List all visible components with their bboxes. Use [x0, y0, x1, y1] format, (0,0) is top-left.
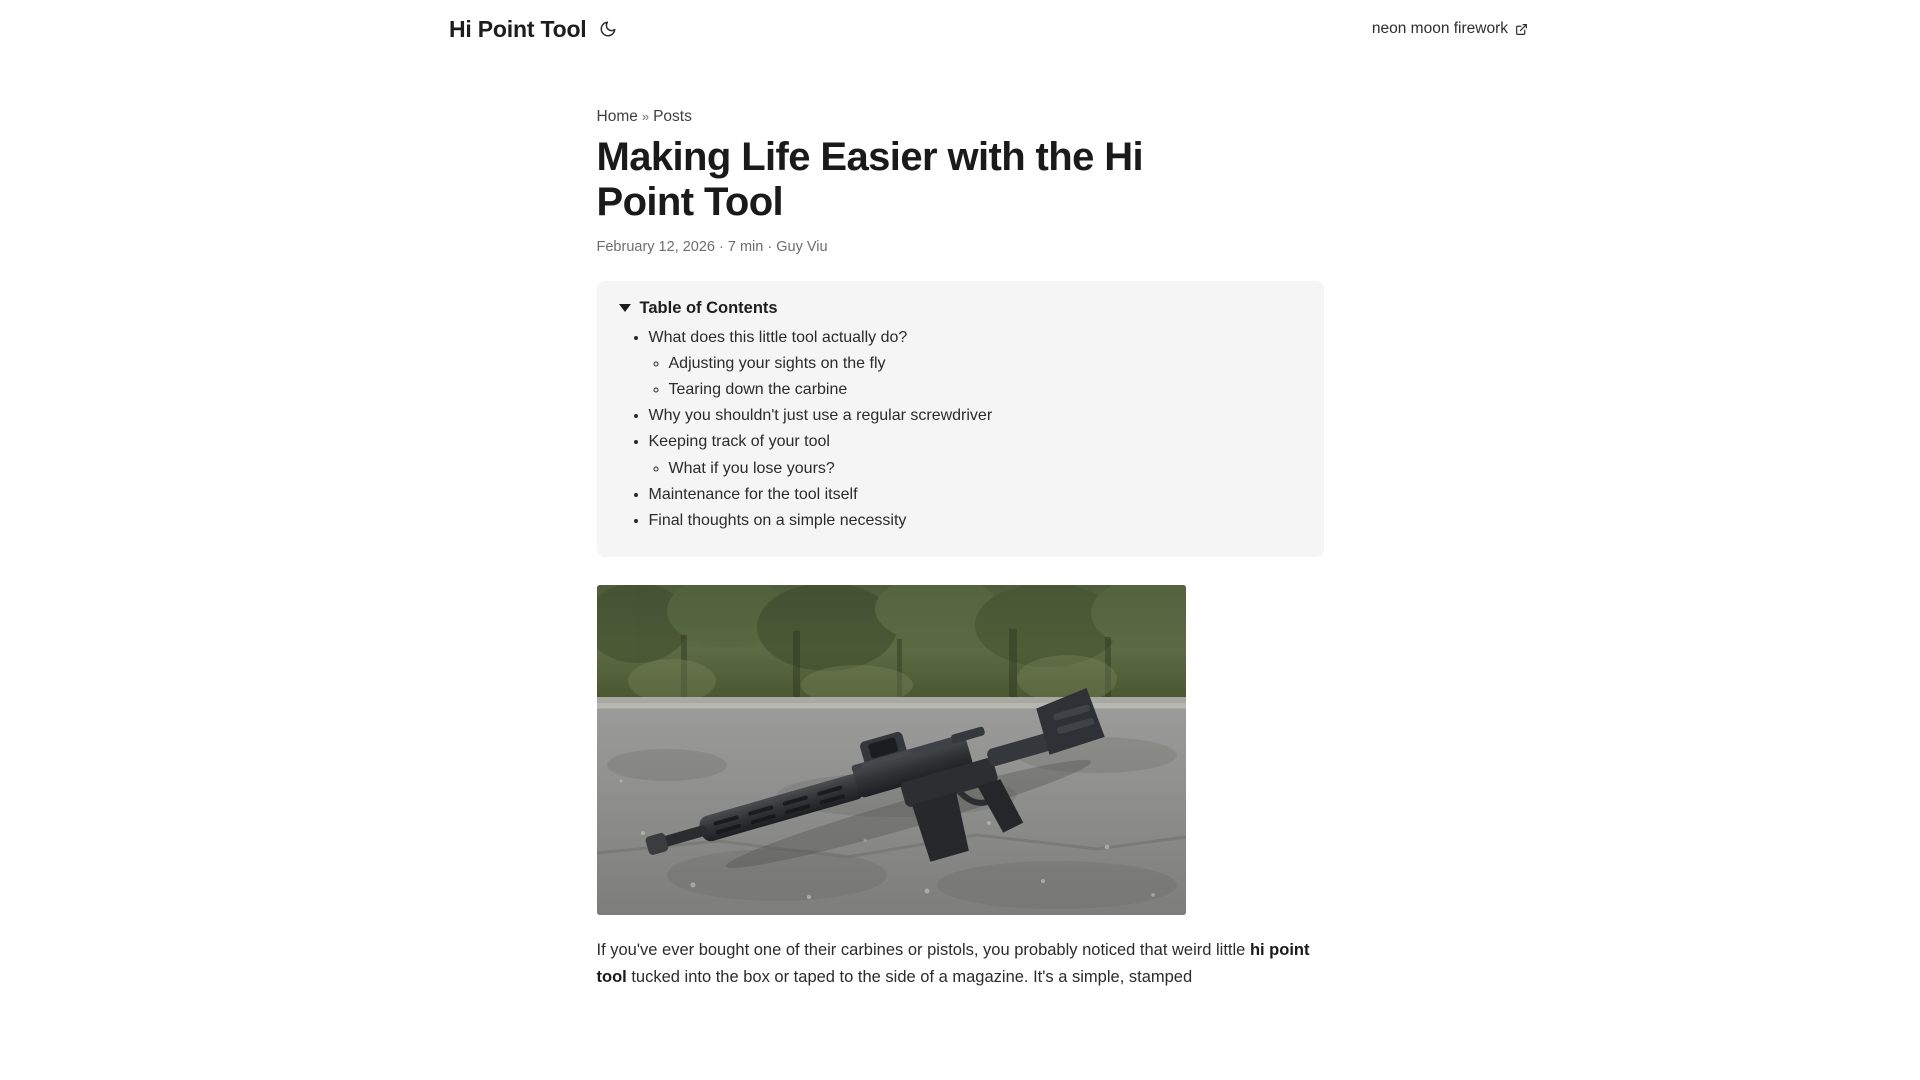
paragraph [597, 937, 1324, 990]
list-item [669, 352, 1302, 375]
page-title: Making Life Easier with the Hi Point Tool [596, 135, 1144, 224]
article-body [597, 937, 1324, 990]
breadcrumb-home[interactable]: Home [596, 108, 638, 125]
list-item [649, 404, 1302, 427]
toc-link[interactable]: Keeping track of your tool [648, 433, 830, 451]
article [597, 0, 1324, 991]
toc-sublist [649, 352, 1302, 401]
toc-link[interactable]: Why you shouldn't just use a regular screwdriver [648, 407, 993, 425]
toc-link[interactable]: Maintenance for the tool itself [648, 485, 858, 503]
toc-link[interactable]: What does this little tool actually do? [648, 328, 908, 346]
list-item [649, 509, 1302, 532]
toc-link[interactable]: Final thoughts on a simple necessity [648, 511, 907, 529]
viewport-fade [0, 1054, 1920, 1080]
toc-list [619, 326, 1302, 533]
toc-link[interactable]: Adjusting your sights on the fly [668, 354, 886, 372]
list-item [669, 457, 1302, 480]
breadcrumb-separator: » [641, 109, 650, 124]
list-item [649, 326, 1302, 402]
featured-image [597, 585, 1186, 915]
table-of-contents [597, 281, 1324, 558]
paragraph-text-lead: If you've ever bought one of their carbines or pistols, you probably noticed that weird little [596, 941, 1250, 960]
toc-label: Table of Contents [639, 298, 778, 317]
paragraph-text-tail: tucked into the box or taped to the side of a magazine. It's a simple, stamped [626, 967, 1193, 986]
list-item [649, 430, 1302, 479]
toc-toggle[interactable] [619, 299, 1302, 318]
post-meta: February 12, 2026 · 7 min · Guy Viu [596, 238, 828, 255]
site-title[interactable]: Hi Point Tool [449, 15, 587, 42]
toc-link[interactable]: What if you lose yours? [668, 459, 835, 477]
list-item [669, 378, 1302, 401]
list-item [649, 483, 1302, 506]
toc-sublist [649, 457, 1302, 480]
toc-link[interactable]: Tearing down the carbine [668, 380, 848, 398]
header-external-link-label: neon moon firework [1371, 20, 1508, 37]
breadcrumb-posts[interactable]: Posts [653, 108, 692, 125]
chevron-down-icon [619, 304, 631, 312]
breadcrumb [597, 108, 1324, 126]
inline-bold-term: hi point tool [596, 941, 1310, 986]
